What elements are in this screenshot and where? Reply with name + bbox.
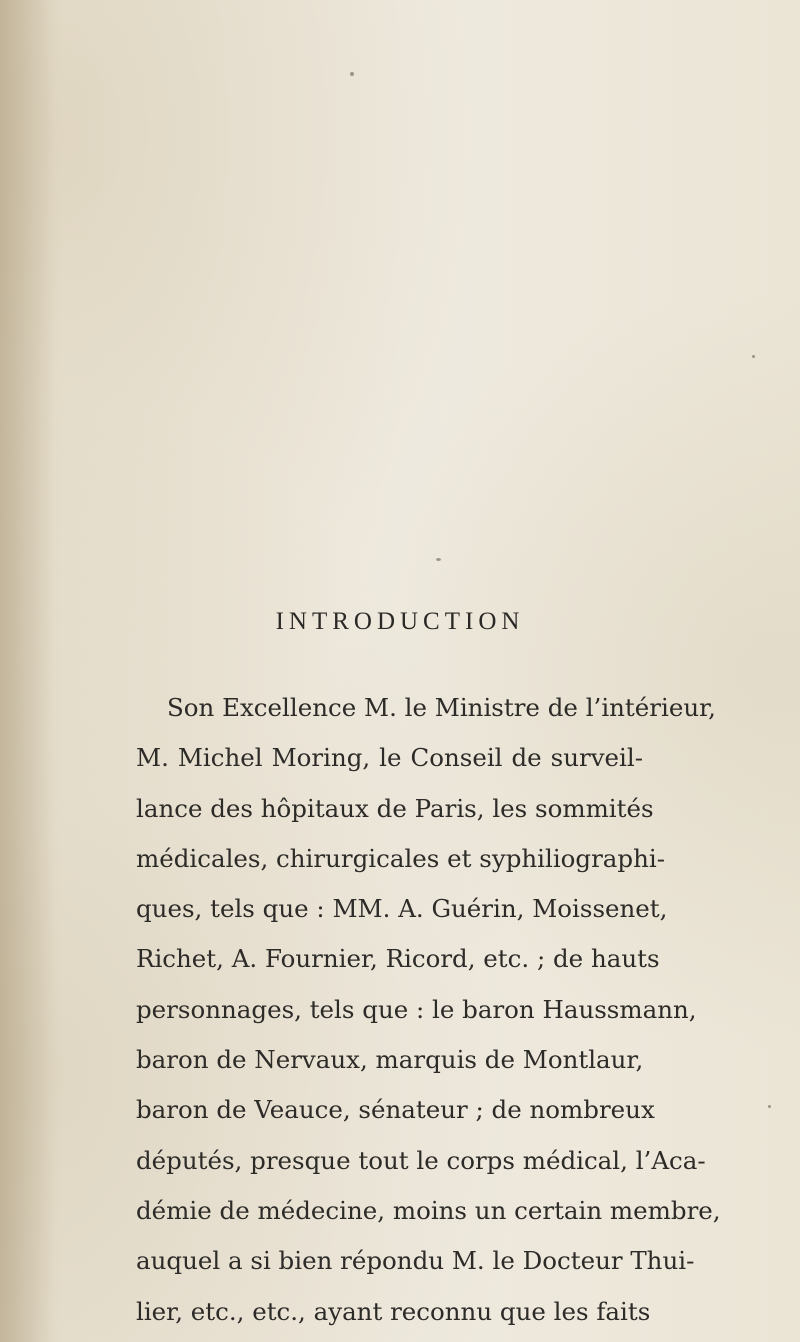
paper-speck [436, 558, 441, 561]
text-line: députés, presque tout le corps médical, l’Aca- [136, 1145, 706, 1175]
chapter-heading: INTRODUCTION [275, 608, 525, 635]
text-line: baron de Nervaux, marquis de Montlaur, [136, 1045, 644, 1075]
paper-speck [768, 1105, 771, 1108]
paper-speck [350, 72, 354, 76]
text-line: Richet, A. Fournier, Ricord, etc. ; de hauts [136, 944, 660, 974]
text-line: lance des hôpitaux de Paris, les sommités [136, 793, 654, 823]
text-line: baron de Veauce, sénateur ; de nombreux [136, 1095, 655, 1125]
text-line: démie de médecine, moins un certain membre, [136, 1195, 721, 1225]
text-line: M. Michel Moring, le Conseil de surveil- [136, 743, 643, 773]
text-line: personnages, tels que : le baron Haussmann, [136, 994, 697, 1024]
text-line: médicales, chirurgicales et syphiliographi- [136, 843, 665, 873]
page-spine-shadow [0, 0, 55, 1342]
text-line: Son Excellence M. le Ministre de l’intérieur, [167, 693, 716, 722]
text-line: lier, etc., etc., ayant reconnu que les faits [136, 1296, 651, 1326]
text-line: ques, tels que : MM. A. Guérin, Moissenet, [136, 894, 668, 924]
body-paragraph [136, 683, 721, 1337]
text-line: auquel a si bien répondu M. le Docteur Thui- [136, 1246, 695, 1276]
paper-speck [752, 355, 755, 358]
